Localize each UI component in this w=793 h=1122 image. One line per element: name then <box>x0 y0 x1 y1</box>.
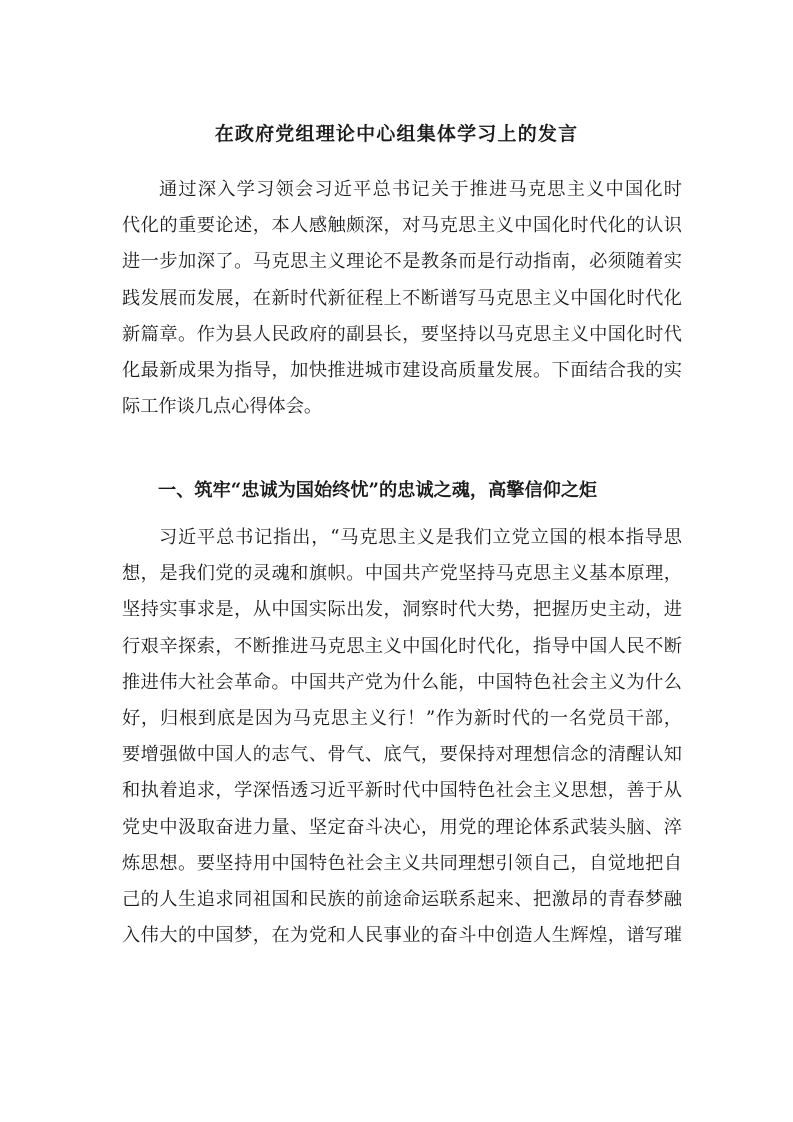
paragraph-line: 和执着追求，学深悟透习近平新时代中国特色社会主义思想，善于从 <box>122 780 682 802</box>
paragraph-line: 践发展而发展，在新时代新征程上不断谱写马克思主义中国化时代化 <box>122 287 682 309</box>
paragraph-line: 入伟大的中国梦，在为党和人民事业的奋斗中创造人生辉煌，谱写璀 <box>122 925 682 947</box>
paragraph-line: 党史中汲取奋进力量、坚定奋斗决心，用党的理论体系武装头脑、淬 <box>122 816 682 838</box>
body-paragraph <box>122 520 682 954</box>
paragraph-line: 行艰辛探索，不断推进马克思主义中国化时代化，指导中国人民不断 <box>122 635 682 657</box>
paragraph-line: 好，归根到底是因为马克思主义行！”作为新时代的一名党员干部， <box>122 707 682 729</box>
paragraph-line: 新篇章。作为县人民政府的副县长，要坚持以马克思主义中国化时代 <box>122 323 682 345</box>
paragraph-line: 代化的重要论述，本人感触颇深，对马克思主义中国化时代化的认识 <box>122 215 682 237</box>
paragraph-line: 进一步加深了。马克思主义理论不是教条而是行动指南，必须随着实 <box>122 251 682 273</box>
intro-paragraph <box>122 172 682 425</box>
section-heading: 一、筑牢“忠诚为国始终忧”的忠诚之魂，高擎信仰之炬 <box>158 480 598 501</box>
paragraph-line: 习近平总书记指出，“马克思主义是我们立党立国的根本指导思 <box>159 527 682 548</box>
paragraph-line: 要增强做中国人的志气、骨气、底气，要保持对理想信念的清醒认知 <box>122 744 682 766</box>
paragraph-line: 想，是我们党的灵魂和旗帜。中国共产党坚持马克思主义基本原理， <box>122 563 682 585</box>
document-title: 在政府党组理论中心组集体学习上的发言 <box>214 123 579 145</box>
paragraph-line: 通过深入学习领会习近平总书记关于推进马克思主义中国化时 <box>159 179 682 200</box>
paragraph-line: 推进伟大社会革命。中国共产党为什么能，中国特色社会主义为什么 <box>122 671 682 693</box>
paragraph-line: 己的人生追求同祖国和民族的前途命运联系起来、把激昂的青春梦融 <box>122 888 682 910</box>
paragraph-line: 际工作谈几点心得体会。 <box>122 396 323 418</box>
paragraph-line: 化最新成果为指导，加快推进城市建设高质量发展。下面结合我的实 <box>122 359 682 381</box>
paragraph-line: 炼思想。要坚持用中国特色社会主义共同理想引领自己，自觉地把自 <box>122 852 682 874</box>
paragraph-line: 坚持实事求是，从中国实际出发，洞察时代大势，把握历史主动，进 <box>122 599 682 621</box>
